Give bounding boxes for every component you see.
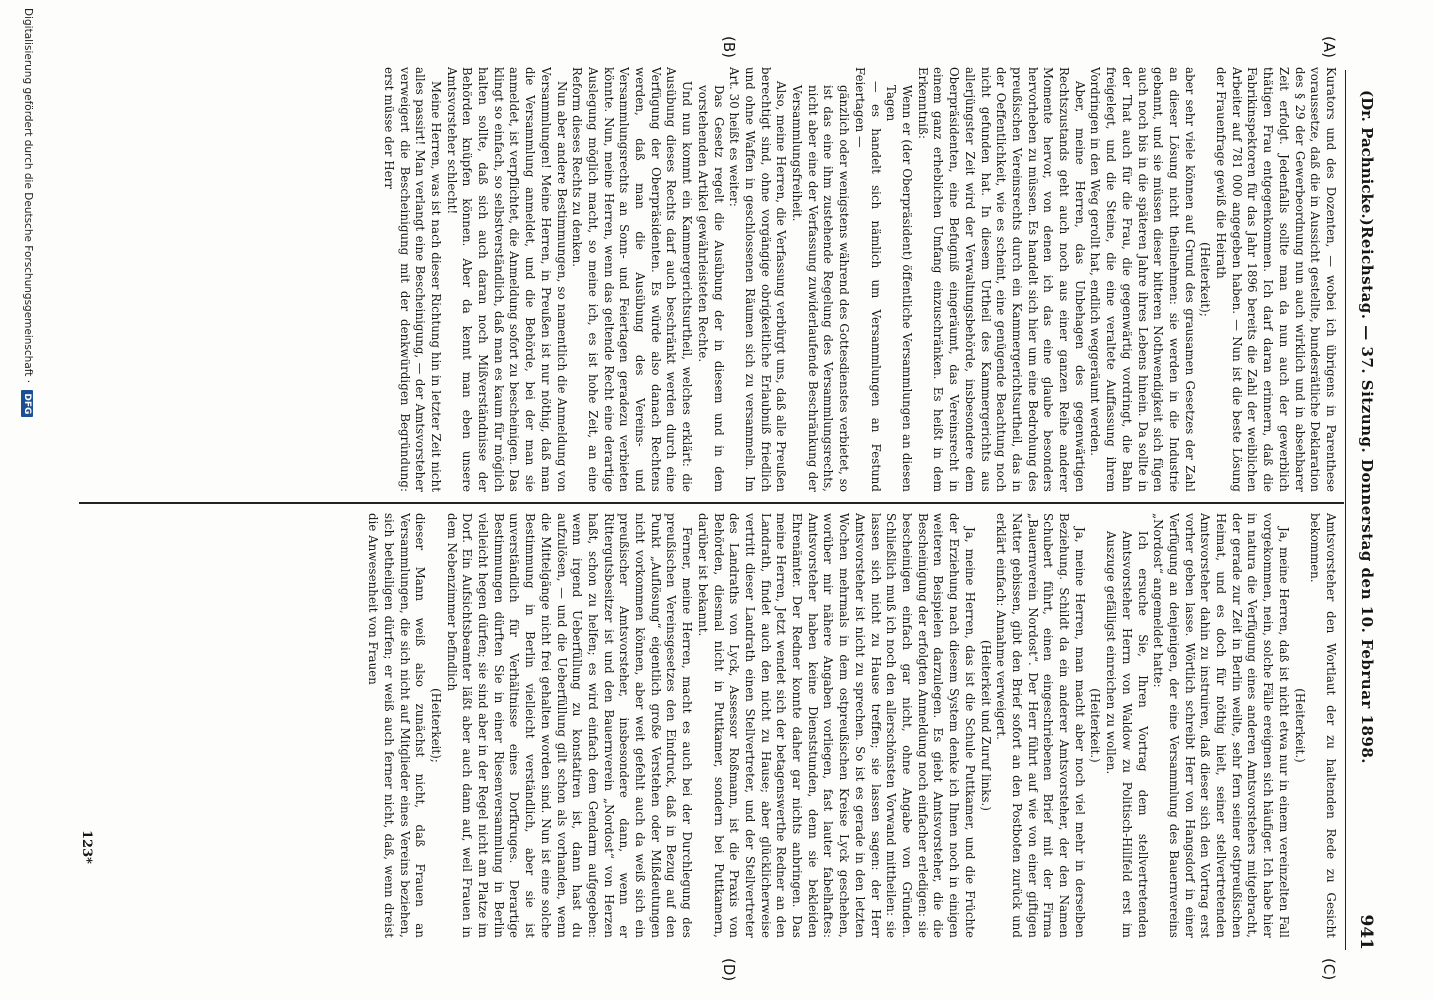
right-text-column [83,513,1338,938]
header-rule [1345,70,1346,950]
interjection: (Heiterkeit); [428,688,443,763]
page-signature: 123* [79,830,94,864]
page-header [1346,40,1376,950]
credit-text: Digitalisierung gefördert durch die Deutsche Forschungsgemeinschaft · [22,8,34,384]
paragraph: Ja, meine Herren, man macht aber noch viel mehr in derselben Beziehung. Schildt da ein anderer Amtsvorsteher, der den Namen Schubert führt, einen eingeschriebenen Brief mit der Firma „Bauernverein Nordost“. Der Herr führt auf wie von einer giftigen Natter gebissen, gibt den Brief sofort an den Postboten zurück und erklärt einfach: Annahme verweigert. [994,513,1087,938]
margin-marker-c: (C) [1320,958,1338,981]
paragraph: Aber, meine Herren, das Unbehagen des gegenwärtigen Rechtszustands geht auch noch aus einer ganzen Reihe anderer Momente hervor, von denen ich das eine glaube besonders hervorheben zu müssen. Es handelt sich hier um eine Bedrohung des preußischen Vereinsrechts durch ein Kammergerichtsurtheil, das in der Oeffentlichkeit, wie es scheint, eine genügende Beachtung noch nicht gefunden hat. In diesem Urtheil des Kammergerichts aus allerjüngster Zeit wird der Verwaltungsbehörde, insbesondere dem Oberpräsidenten, eine Befugniß eingeräumt, das Vereinsrecht in einem ganz erheblichen Umfang einzuschränken. Es heißt in dem Erkenntniß: [915,67,1087,492]
digitization-credit [21,0,34,1008]
paragraph: Ja, meine Herren, das ist die Schule Puttkamer, und die Früchte der Erziehung nach diesem System denke ich Ihnen noch in einigen weiteren Beispielen darzulegen. Es giebt Amtsvorsteher, die die Bescheinigung der erfolgten Anmeldung noch einfacher erledigen: sie bescheinigen einfach gar nicht, ohne Angabe von Gründen. Schließlich muß ich noch den allerschönsten Vorwand mittheilen: sie lassen sich nicht zu Hause treffen; sie lassen sagen: der Herr Amtsvorsteher ist nicht zu sprechen. So ist es gerade in den letzten Wochen mehrmals in dem ostpreußischen Kreise Lyck geschehen, worüber mir nähere Angaben vorliegen, fast lauter fabelhaftes: Amtsvorsteher haben keine Dienststunden, denn sie bekleiden Ehrenämter. Der Redner konnte daher gar nichts anbringen. Das meine Herren, Jetzt wendet sich der betagenswerthe Redner an den Landrath, findet auch den nicht zu Hause; aber glücklicherweise vertritt dieser Landrath einen Stellvertreter, und der Stellvertreter des Landraths von Lyck, Assessor Roßmann, ist die Praxis von Behörden, diesmal nicht in Puttkamer, sondern bei Puttkamern, darüber ist bekannt. [695,513,977,938]
margin-marker-b: (B) [720,36,738,58]
quoted-passage: Wenn er (der Oberpräsident) öffentliche Versammlungen an diesen Tagen [884,85,915,492]
speaker-header: (Dr. Pachnicke.) [1358,90,1376,226]
paragraph: dieser Mann weiß also zunächst nicht, daß Frauen an Versammlungen, die sich nicht auf Mitglieder eines Vereins beziehen, sich betheiligen dürfen; er weiß auch ferner nicht, daß, wenn dreist die Anwesenheit von Frauen [366,513,428,938]
paragraph: Also, meine Herren, die Verfassung verbürgt uns, daß alle Preußen berechtigt sind, ohne vorgängige obrigkeitliche Erlaubniß friedlich und ohne Waffen in geschlossenen Räumen sich zu versammeln. Im Art. 30 heißt es weiter: [727,67,789,492]
dfg-logo: DFG [21,390,33,417]
quoted-passage: Das Gesetz regelt die Ausübung der in diesem und in dem vorstehenden Artikel gewährleisteten Rechte. [695,85,726,492]
paragraph: Ja, meine Herren, daß ist nicht etwa nur in einem vereinzelten Fall vorgekommen, nein, solche Fälle ereignen sich häufiger. Ich habe hier in natura die Verfügung eines anderen Amtsvorstehers mitgebracht, der gerade zur Zeit in Berlin weilte, sehr fern seiner ostpreußischen Heimat, und es doch für nöthig hielt, seiner stellvertretenden Amtsvorsteher dahin zu instruiren, daß dieser sich den Vortrag erst vorher geben lasse. Wörtlich schreibt Herr von Hangsdorf in einer Verfügung an denjenigen, der eine Versammlung des Bauernvereins „Nordost“ angemeldet hatte: [1151,513,1291,938]
paragraph: aber sehr viele können auf Grund des grausamen Gesetzes der Zahl an dieser Lösung nicht theilnehmen: sie werden in die Industrie gebannt, und sie müssen dieser bitteren Nothwendigkeit sich fügen auch noch bis in die späteren Jahre ihres Lebens hinein. Da sollte in der That auch für die Frau, die gegenwärtig vordringt, die Bahn freigelegt, und die Steine, die eine veraltete Auffassung ihrem Vordringen in den Weg gerollt hat, endlich weggeräumt werden. [1088,67,1197,492]
margin-marker-a: (A) [1320,36,1338,58]
page-number: 941 [1356,914,1376,950]
quoted-passage: gänzlich oder wenigstens während des Gottesdienstes verbietet, so ist das eine ihm zustehende Regelung des Versammlungsrechts, nicht aber eine der Verfassung zuwiderlaufende Beschränkung der Versammlungsfreiheit. [790,85,852,492]
page-title: Reichstag. — 37. Sitzung. Donnerstag den 10. Februar 1898. [1358,225,1376,765]
left-text-column [83,67,1338,492]
quoted-passage: Ich ersuche Sie, Ihren Vortrag dem stellvertretenden Amtsvorsteher Herrn von Waldow zu Politisch-Hillfeld erst im Auszuge gefälligst einreichen zu wollen. [1104,531,1150,938]
column-divider [79,502,1344,504]
interjection: (Heiterkeit und Zuruf links.) [978,639,993,812]
paragraph: Meine Herren, was ist nach dieser Richtung hin in letzter Zeit nicht alles passirt! Man verlangt eine Bescheinigung, — der Amtsvorsteher verweigert die Bescheinigung mit der denkwürdigen Begründung: erst müsse der Herr [381,67,443,492]
paragraph: Kurators und des Dozenten, — wobei ich übrigens in Parenthese voraussetze, daß die in Aussicht gestellte, bundesrätliche Deklaration des § 29 der Gewerbeordnung nun auch wirklich und in absehbarer Zeit erfolgt. Jedenfalls sollte man da nun auch der gewerblich thätigen Frau entgegenkommen. Ich darf daran erinnern, daß die Fabrikinspektoren für das Jahr 1896 bereits die Zahl der weiblichen Arbeiter auf 781 000 angegeben haben. — Nun ist die beste Lösung der Frauenfrage gewiß die Heirath [1214,67,1338,492]
interjection: (Heiterkeit); [1198,242,1213,317]
interjection: (Heiterkeit.) [1088,688,1103,763]
paragraph: — es handelt sich nämlich um Versammlungen an Festund Feiertagen — [852,67,883,492]
paragraph: Amtsvorsteher den Wortlaut der zu haltenden Rede zu Gesicht bekommen. [1308,513,1338,938]
paragraph: Und nun kommt ein Kammergerichtsurtheil, welches erklärt: die Ausübung dieses Rechts darf auch beschränkt werden durch eine Verfügung der Oberpräsidenten. Es würde also danach Rechtens werden, daß man die Ausübung des Vereins- und Versammlungsrechts an Sonn- und Feiertagen geradezu verbieten könnte. Nun, meine Herren, wenn das geltende Recht eine derartige Auslegung möglich macht, so meine ich, es ist hohe Zeit, an eine Reform dieses Rechts zu denken. [570,67,695,492]
margin-marker-d: (D) [720,958,738,982]
paragraph: Ferner, meine Herren, macht es auch bei der Durchlegung des preußischen Vereinsgesetzes den Eindruck, daß in Bezug auf den Punkt „Auflösung“ eigentlich große Verstehen oder Mißdeutungen nicht vorkommen können, aber weit gefehlt auch da weiß sich ein preußischer Amtsvorsteher, insbesondere dann, wenn er Rittergutsbesitzer ist und den Bauernverein „Nordost“ von Herzen haßt, schon zu helfen; es wird einfach dem Gendarm aufgegeben: wenn irgend Ueberfüllung zu konstatiren ist, dann hast du aufzulösen, — und die Ueberfüllung gilt schon als vorhanden, wenn die Mittelgänge nicht frei gehalten worden sind. Nun ist eine solche Bestimmung in Berlin vielleicht verständlich, aber sie ist unverständlich für Verhältnisse eines Dorfkruges. Derartige Bestimmungen dürften Sie in einer Riesenversammlung in Berlin vielleicht hegen dürfen; sie sind aber in der Regel nicht am Platze im Dorf. Ein Aufsichtsbeamter läßt aber auch dann auf, weil Frauen in dem Nebenzimmer befindlich [444,513,695,938]
interjection: (Heiterkeit.) [1292,688,1307,763]
paragraph: Nun aber andere Bestimmungen, so namentlich die Anmeldung von Versammlungen! Meine Herren, in Preußen ist nur nöthig, daß man die Versammlung anmeldet, und die Behörde, bei der man sie anmeldet, ist verpflichtet, die Anmeldung sofort zu bescheinigen. Das klingt so einfach, so selbstverständlich, daß man es kaum für möglich halten sollte, daß sich auch daran noch Mißverständnisse der Behörden knüpfen können. Aber da kennt man eben unsere Amtsvorsteher schlecht! [444,67,569,492]
